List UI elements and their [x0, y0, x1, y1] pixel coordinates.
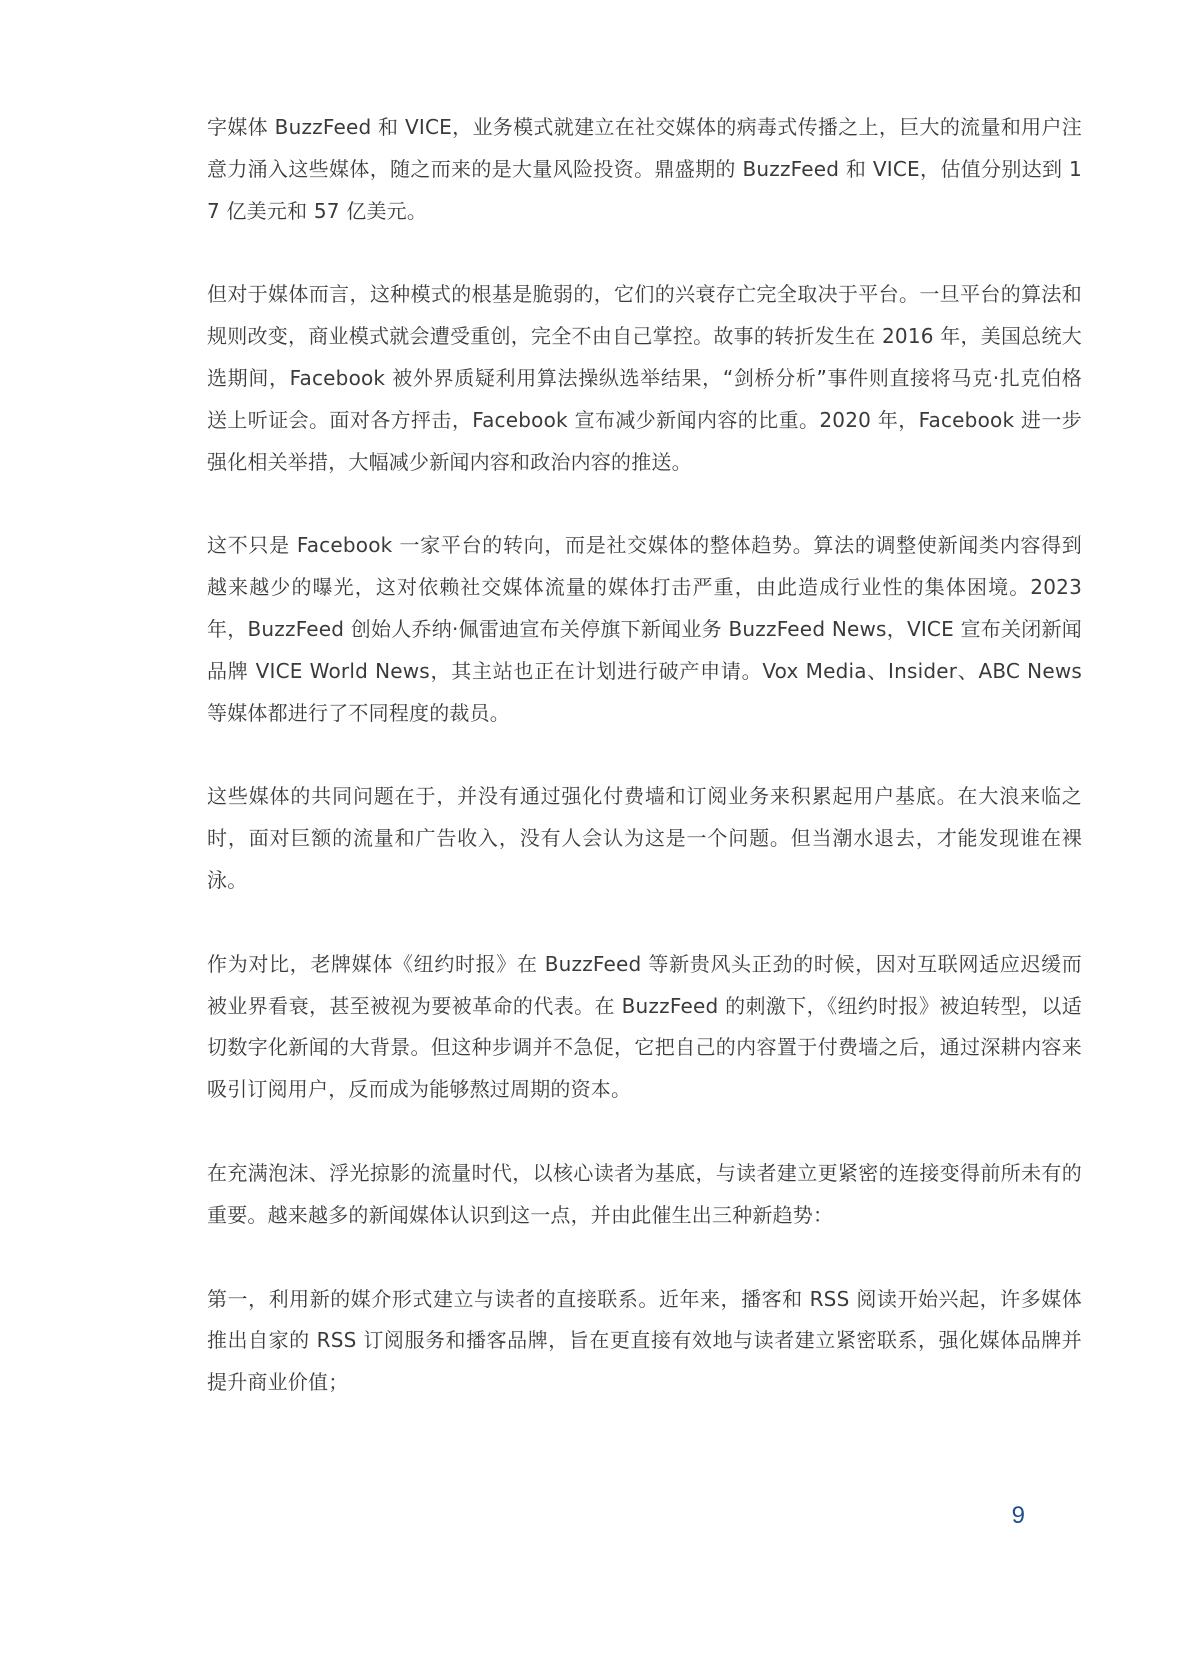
paragraph-3: 这不只是 Facebook 一家平台的转向，而是社交媒体的整体趋势。算法的调整使新闻类内容得到越来越少的曝光，这对依赖社交媒体流量的媒体打击严重，由此造成行业性的集体困境。2023 年，BuzzFeed 创始人乔纳·佩雷迪宣布关停旗下新闻业务 BuzzFeed News，VICE 宣布关闭新闻品牌 VICE World News，其主站也正在计划进行破产申请。Vox Media、Insider、ABC News 等媒体都进行了不同程度的裁员。: [207, 533, 1082, 725]
paragraph-7: 第一，利用新的媒介形式建立与读者的直接联系。近年来，播客和 RSS 阅读开始兴起，许多媒体推出自家的 RSS 订阅服务和播客品牌，旨在更直接有效地与读者建立紧密联系，强化媒体品牌并提升商业价值；: [207, 1286, 1082, 1395]
paragraph-4: 这些媒体的共同问题在于，并没有通过强化付费墙和订阅业务来积累起用户基底。在大浪来临之时，面对巨额的流量和广告收入，没有人会认为这是一个问题。但当潮水退去，才能发现谁在裸泳。: [207, 784, 1082, 892]
paragraph-2: 但对于媒体而言，这种模式的根基是脆弱的，它们的兴衰存亡完全取决于平台。一旦平台的算法和规则改变，商业模式就会遭受重创，完全不由自己掌控。故事的转折发生在 2016 年，美国总统大选期间，Facebook 被外界质疑利用算法操纵选举结果，“剑桥分析”事件则直接将马克·扎克伯格送上听证会。面对各方抨击，Facebook 宣布减少新闻内容的比重。2020 年，Facebook 进一步强化相关举措，大幅减少新闻内容和政治内容的推送。: [207, 282, 1082, 474]
body-text: [207, 107, 1082, 1446]
paragraph-5: 作为对比，老牌媒体《纽约时报》在 BuzzFeed 等新贵风头正劲的时候，因对互联网适应迟缓而被业界看衰，甚至被视为要被革命的代表。在 BuzzFeed 的刺激下，《纽约时报》被迫转型，以适切数字化新闻的大背景。但这种步调并不急促，它把自己的内容置于付费墙之后，通过深耕内容来吸引订阅用户，反而成为能够熬过周期的资本。: [207, 951, 1082, 1102]
paragraph-6: 在充满泡沫、浮光掠影的流量时代，以核心读者为基底，与读者建立更紧密的连接变得前所未有的重要。越来越多的新闻媒体认识到这一点，并由此催生出三种新趋势：: [207, 1160, 1082, 1227]
page-number: 9: [1011, 1502, 1025, 1529]
paragraph-1: 字媒体 BuzzFeed 和 VICE，业务模式就建立在社交媒体的病毒式传播之上，巨大的流量和用户注意力涌入这些媒体，随之而来的是大量风险投资。鼎盛期的 BuzzFeed 和 VICE，估值分别达到 17 亿美元和 57 亿美元。: [207, 115, 1082, 223]
